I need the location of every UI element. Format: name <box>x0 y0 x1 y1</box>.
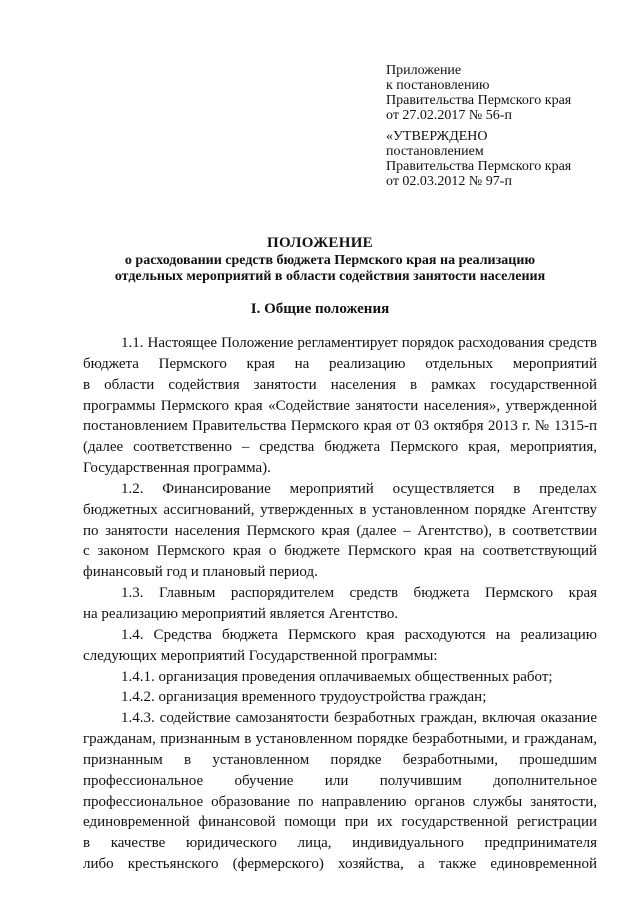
document-title: ПОЛОЖЕНИЕ <box>267 235 373 251</box>
paragraph-line: единовременной финансовой помощи при их государственной регистрации <box>83 814 597 831</box>
section-heading: I. Общие положения <box>250 301 390 317</box>
document-subtitle <box>95 253 565 285</box>
appendix-line: Правительства Пермского края <box>386 93 572 108</box>
approved-line: «УТВЕРЖДЕНО <box>386 129 488 144</box>
paragraph-line: 1.2. Финансирование мероприятий осуществляется в пределах <box>121 480 597 497</box>
paragraph-line: 1.4.2. организация временного трудоустройства граждан; <box>121 689 487 706</box>
approved-line: постановлением <box>386 144 484 159</box>
paragraph-line: в области содействия занятости населения в рамках государственной <box>83 376 597 393</box>
paragraph-line: в качестве юридического лица, индивидуального предпринимателя <box>83 835 597 852</box>
subtitle-line: отдельных мероприятий в области содействия занятости населения <box>114 269 546 284</box>
subtitle-line: о расходовании средств бюджета Пермского края на реализацию <box>124 253 536 268</box>
appendix-line: от 27.02.2017 № 56-п <box>386 108 512 123</box>
approved-line: от 02.03.2012 № 97-п <box>386 174 512 189</box>
paragraph-line: 1.4. Средства бюджета Пермского края расходуются на реализацию <box>121 626 597 643</box>
paragraph-line: (далее соответственно – средства бюджета Пермского края, мероприятия, <box>83 439 597 456</box>
document-body <box>83 333 597 875</box>
paragraph-line: по занятости населения Пермского края (далее – Агентство), в соответствии <box>83 522 597 539</box>
paragraph-line: финансовый год и плановый период. <box>83 564 318 581</box>
paragraph-line: на реализацию мероприятий является Агентство. <box>83 605 399 622</box>
paragraph-line: Государственная программа). <box>83 460 271 477</box>
paragraph-line: программы Пермского края «Содействие занятости населения», утвержденной <box>83 397 597 414</box>
paragraph-line: постановлением Правительства Пермского края от 03 октября 2013 г. № 1315-п <box>83 418 597 435</box>
paragraph-line: бюджетных ассигнований, утвержденных в установленном порядке Агентству <box>83 501 597 518</box>
appendix-line: к постановлению <box>386 78 490 93</box>
paragraph-line: 1.4.1. организация проведения оплачиваемых общественных работ; <box>121 668 553 685</box>
paragraph-line: следующих мероприятий Государственной программы: <box>83 647 438 664</box>
approved-block <box>386 129 626 189</box>
appendix-line: Приложение <box>386 63 462 78</box>
paragraph-line: признанным в установленном порядке безработными, прошедшим <box>83 751 597 768</box>
approved-line: Правительства Пермского края <box>386 159 572 174</box>
paragraph-line: профессиональное обучение или получившим дополнительное <box>83 772 597 789</box>
paragraph-line: 1.3. Главным распорядителем средств бюджета Пермского края <box>121 585 597 602</box>
paragraph-line: 1.1. Настоящее Положение регламентирует порядок расходования средств <box>121 335 597 351</box>
paragraph-line: с законом Пермского края о бюджете Пермского края на соответствующий <box>83 543 597 560</box>
paragraph-line: бюджета Пермского края на реализацию отдельных мероприятий <box>83 355 597 372</box>
paragraph-line: либо крестьянского (фермерского) хозяйства, а также единовременной <box>83 856 597 873</box>
appendix-block <box>386 63 626 123</box>
paragraph-line: 1.4.3. содействие самозанятости безработных граждан, включая оказание <box>121 710 597 727</box>
paragraph-line: профессиональное образование по направлению органов службы занятости, <box>83 793 597 810</box>
paragraph-line: гражданам, признанным в установленном порядке безработными, и гражданам, <box>83 731 597 748</box>
